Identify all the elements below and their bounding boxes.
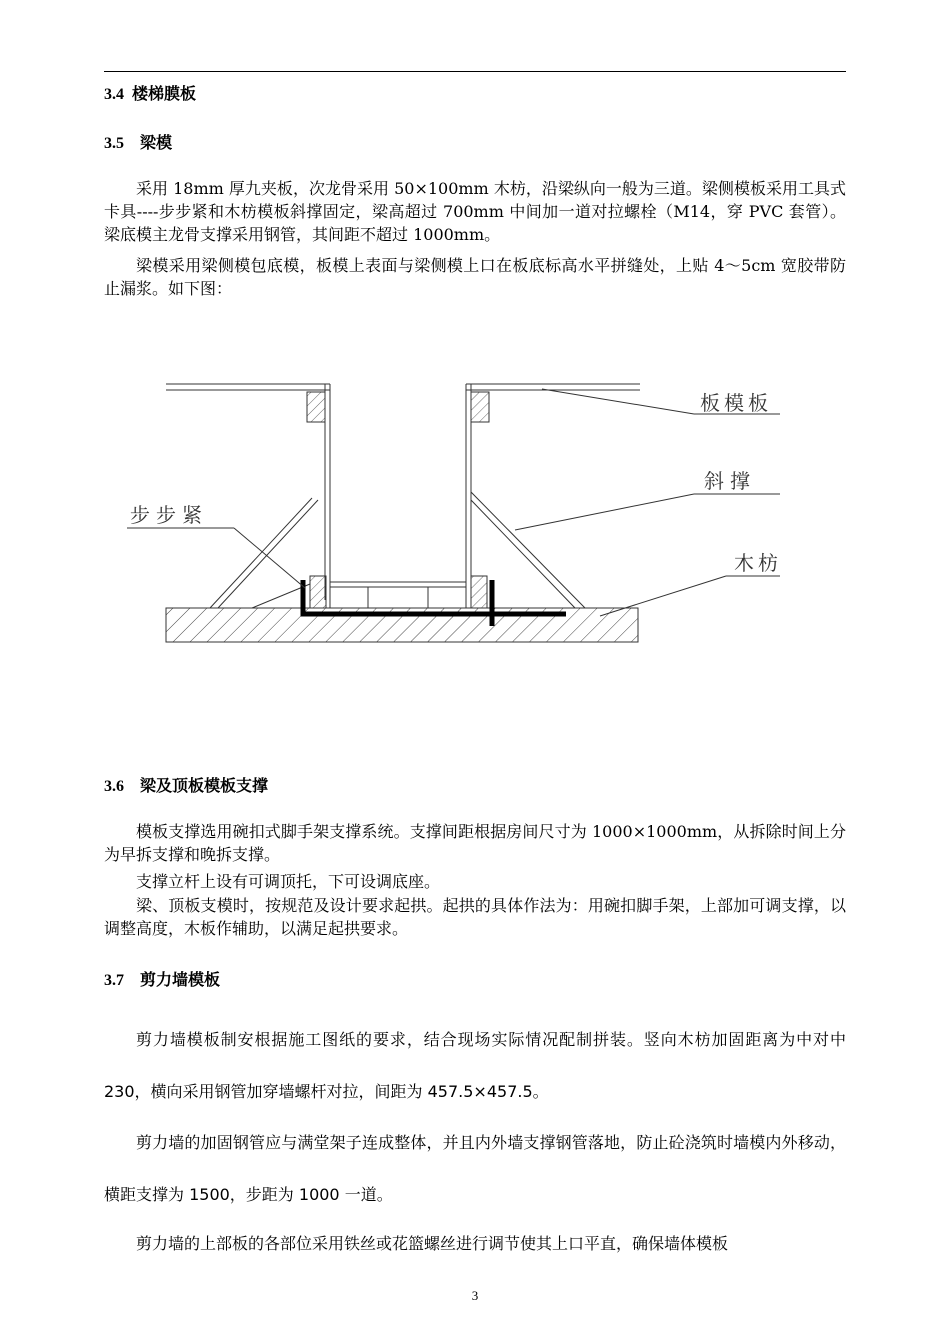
section-heading-3-6: 3.6 梁及顶板模板支撑 xyxy=(104,776,269,795)
paragraph: 梁、顶板支模时，按规范及设计要求起拱。起拱的具体作法为：用碗扣脚手架，上部加可调支撑，以调整高度，木板作辅助，以满足起拱要求。 xyxy=(104,896,846,938)
left-side-form xyxy=(325,384,330,600)
beam-bottom-form xyxy=(330,582,466,608)
right-side-form xyxy=(466,384,471,600)
left-slab-formwork xyxy=(166,384,330,390)
section-heading-3-5: 3.5 梁模 xyxy=(104,133,173,152)
paragraph: 剪力墙的加固钢管应与满堂架子连成整体，并且内外墙支撑钢管落地，防止砼浇筑时墙模内外移动，横距支撑为 1500，步距为 1000 一道。 xyxy=(104,1133,846,1204)
paragraph: 剪力墙的上部板的各部位采用铁丝或花篮螺丝进行调节使其上口平直，确保墙体模板 xyxy=(136,1234,729,1253)
label-step-clamp: 步步紧 xyxy=(130,503,208,527)
right-top-batten xyxy=(471,392,489,422)
paragraph: 剪力墙模板制安根据施工图纸的要求，结合现场实际情况配制拼装。竖向木枋加固距离为中对中 230，横向采用钢管加穿墙螺杆对拉，间距为 457.5×457.5。 xyxy=(104,1030,846,1101)
paragraph: 支撑立杆上设有可调顶托，下可设调底座。 xyxy=(136,872,441,891)
right-diagonal-brace xyxy=(471,492,585,608)
paragraph: 模板支撑选用碗扣式脚手架支撑系统。支撑间距根据房间尺寸为 1000×1000mm，从拆除时间上分为早拆支撑和晚拆支撑。 xyxy=(104,822,846,864)
right-slab-formwork xyxy=(466,384,640,390)
section-heading-3-4: 3.4 楼梯膜板 xyxy=(104,84,197,103)
left-top-batten xyxy=(307,392,325,422)
right-bottom-batten xyxy=(471,576,487,608)
paragraph: 梁模采用梁侧模包底模，板模上表面与梁侧模上口在板底标高水平拼缝处，上贴 4～5cm 宽胶带防止漏浆。如下图： xyxy=(104,256,846,298)
label-slab-formwork: 板模板 xyxy=(700,391,772,415)
left-bottom-batten xyxy=(310,576,326,608)
section-heading-3-7: 3.7 剪力墙模板 xyxy=(104,970,221,989)
page-number: 3 xyxy=(471,1288,479,1303)
label-timber-batten: 木枋 xyxy=(734,551,782,575)
label-diagonal-brace: 斜撑 xyxy=(704,469,756,493)
paragraph: 采用 18mm 厚九夹板，次龙骨采用 50×100mm 木枋，沿梁纵向一般为三道。梁侧模板采用工具式卡具----步步紧和木枋模板斜撑固定，梁高超过 700mm 中间加一道对拉螺栓（M14，穿 PVC 套管）。梁底模主龙骨支撑采用钢管，其间距不超过 1000mm。 xyxy=(104,179,846,244)
